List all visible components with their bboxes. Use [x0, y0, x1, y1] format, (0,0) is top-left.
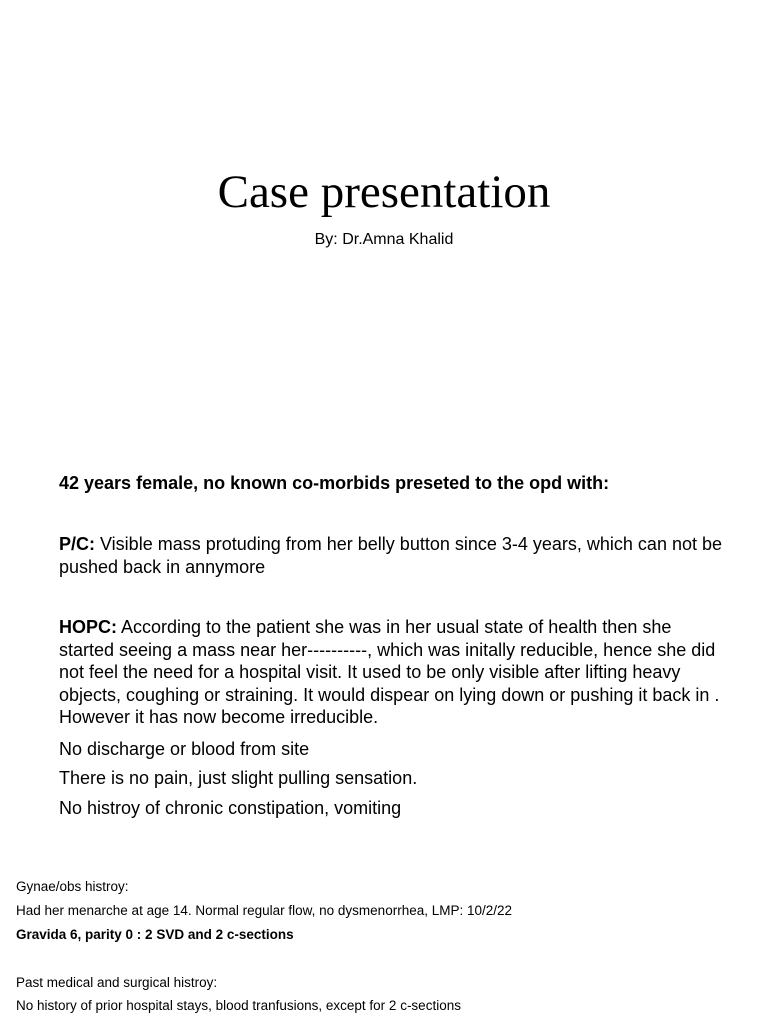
- page-title: Case presentation: [217, 166, 551, 218]
- author-byline: By: Dr.Amna Khalid: [314, 231, 454, 248]
- hopc-label: HOPC:: [59, 617, 117, 637]
- gynae-menarche: Had her menarche at age 14. Normal regular flow, no dysmenorrhea, LMP: 10/2/22: [16, 903, 513, 918]
- finding-constipation: No histroy of chronic constipation, vomiting: [59, 798, 402, 818]
- pc-label: P/C:: [59, 534, 95, 554]
- finding-pain: There is no pain, just slight pulling sensation.: [59, 768, 418, 788]
- gynae-gravida: Gravida 6, parity 0 : 2 SVD and 2 c-sections: [16, 927, 294, 942]
- intro-statement: 42 years female, no known co-morbids preseted to the opd with:: [59, 473, 610, 493]
- presenting-complaint: [59, 533, 729, 578]
- past-history-text: No history of prior hospital stays, blood tranfusions, except for 2 c-sections: [16, 998, 461, 1013]
- finding-discharge: No discharge or blood from site: [59, 739, 310, 759]
- hopc-text: According to the patient she was in her usual state of health then she started seeing a mass near her----------, which was initally reducible, hence she did not feel the need for a hospital visit. It used to be only visible after lifting heavy objects, coughing or straining. It would dispear on lying down or pushing it back in . However it has now become irreducible.: [59, 617, 720, 727]
- pc-text: Visible mass protuding from her belly button since 3-4 years, which can not be pushed back in annymore: [59, 534, 722, 577]
- past-history-heading: Past medical and surgical histroy:: [16, 975, 218, 990]
- history-of-presenting-complaint: [59, 616, 729, 729]
- gynae-heading: Gynae/obs histroy:: [16, 879, 129, 894]
